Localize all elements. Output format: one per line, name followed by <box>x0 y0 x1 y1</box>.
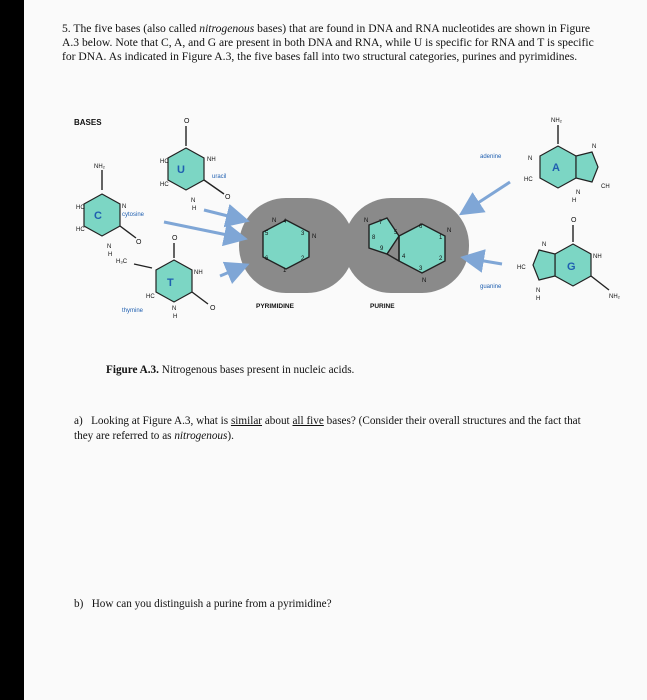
figure-caption <box>106 364 354 376</box>
svg-text:CH: CH <box>601 184 610 190</box>
uracil-letter: U <box>177 164 185 176</box>
arrow-thymine <box>220 266 244 276</box>
svg-text:HC: HC <box>146 294 155 300</box>
svg-text:HC: HC <box>524 177 533 183</box>
svg-text:NH: NH <box>593 254 602 260</box>
svg-text:H₃C: H₃C <box>116 259 128 265</box>
svg-text:HC: HC <box>76 227 85 233</box>
pyr-num-1: 1 <box>283 268 287 274</box>
svg-text:N: N <box>592 144 597 150</box>
thymine-molecule <box>116 235 216 320</box>
pur-num-6: 6 <box>419 224 423 230</box>
question-text-part2: bases) that are found in DNA and RNA nucleotides are shown in Figure A.3 below. Note that C, A, and G are present in both DNA and RNA, while U is specific for RNA and T is specific for DNA. As indicated in Figure A.3, the five bases fall into two structural categories, purines and pyrimidines. <box>62 22 594 64</box>
adenine-molecule <box>480 118 610 204</box>
svg-text:HC: HC <box>160 182 169 188</box>
guanine-molecule <box>480 217 621 302</box>
svg-text:N: N <box>172 306 177 312</box>
svg-text:O: O <box>184 118 190 125</box>
question-number: 5. <box>62 22 71 35</box>
pyrimidine-label: PYRIMIDINE <box>256 303 294 310</box>
nitrogenous-bases-diagram <box>24 98 647 338</box>
svg-text:NH: NH <box>207 157 216 163</box>
purine-label: PURINE <box>370 303 395 310</box>
svg-text:NH: NH <box>194 270 203 276</box>
question-text-part1: The five bases (also called <box>73 22 200 35</box>
part-b-question <box>74 598 594 610</box>
pur-atom-n7: N <box>364 218 369 224</box>
figure-a3 <box>24 98 647 338</box>
guanine-name: guanine <box>480 284 502 290</box>
pyr-num-4: 4 <box>283 219 287 225</box>
pur-num-5: 5 <box>394 230 398 236</box>
adenine-letter: A <box>552 162 560 174</box>
svg-text:H: H <box>108 252 113 258</box>
uracil-name: uracil <box>212 174 227 180</box>
pur-num-1: 1 <box>439 235 443 241</box>
svg-text:N: N <box>191 198 196 204</box>
part-a-underline-all-five: all five <box>292 415 324 427</box>
cytosine-name: cytosine <box>122 212 145 218</box>
svg-text:N: N <box>576 190 581 196</box>
arrow-guanine <box>466 258 502 264</box>
pur-num-3: 3 <box>419 266 423 272</box>
arrow-uracil <box>204 210 244 220</box>
svg-text:O: O <box>225 194 231 201</box>
pur-num-2: 2 <box>439 256 443 262</box>
guanine-letter: G <box>567 261 576 273</box>
pyr-num-6: 6 <box>265 256 269 262</box>
part-b-text: How can you distinguish a purine from a pyrimidine? <box>91 598 332 610</box>
svg-text:H: H <box>173 314 178 320</box>
arrow-adenine <box>464 182 510 212</box>
pyr-atom-n3: N <box>312 234 317 240</box>
svg-text:O: O <box>210 305 216 312</box>
part-a-question <box>74 414 594 444</box>
svg-text:N: N <box>528 156 533 162</box>
svg-text:N: N <box>107 244 112 250</box>
svg-text:H: H <box>572 198 577 204</box>
thymine-letter: T <box>167 277 174 289</box>
thymine-name: thymine <box>122 308 144 314</box>
svg-text:HC: HC <box>160 159 169 165</box>
svg-text:H: H <box>536 296 541 302</box>
part-a-label: a) <box>74 415 83 427</box>
svg-text:O: O <box>136 239 142 246</box>
pyr-num-2: 2 <box>301 256 305 262</box>
pur-num-4: 4 <box>402 254 406 260</box>
svg-text:HC: HC <box>76 205 85 211</box>
svg-text:H: H <box>192 206 197 212</box>
bases-heading: BASES <box>74 118 102 127</box>
pyr-atom-n: N <box>272 218 277 224</box>
question-intro <box>62 22 602 65</box>
part-a-underline-similar: similar <box>230 415 263 427</box>
cytosine-molecule <box>76 164 145 258</box>
svg-text:N: N <box>122 204 127 210</box>
part-a-italic-nitrogenous: nitrogenous <box>174 430 228 442</box>
svg-text:NH₂: NH₂ <box>94 164 105 170</box>
question-italic-nitrogenous: nitrogenous <box>199 22 255 35</box>
svg-text:NH₂: NH₂ <box>609 294 620 300</box>
pyr-num-5: 5 <box>265 231 269 237</box>
svg-text:HC: HC <box>517 265 526 271</box>
part-a-text-1: Looking at Figure A.3, what is <box>91 415 231 427</box>
caption-label: Figure A.3. <box>106 364 159 376</box>
pyr-num-3: 3 <box>301 231 305 237</box>
worksheet-page <box>24 0 647 700</box>
pur-num-7: 7 <box>379 220 383 226</box>
pur-atom-n1: N <box>447 228 452 234</box>
uracil-molecule <box>160 118 231 212</box>
pur-num-8: 8 <box>372 235 376 241</box>
svg-text:NH₂: NH₂ <box>551 118 562 124</box>
pur-atom-n3: N <box>422 278 427 284</box>
caption-text: Nitrogenous bases present in nucleic acids. <box>158 364 355 376</box>
svg-text:O: O <box>571 217 577 224</box>
cytosine-letter: C <box>94 210 102 222</box>
pur-num-9: 9 <box>380 246 384 252</box>
svg-text:O: O <box>172 235 178 242</box>
part-a-text-2: about <box>262 415 293 427</box>
svg-text:N: N <box>536 288 541 294</box>
svg-text:N: N <box>542 242 547 248</box>
part-a-text-3: bases? (Consider their overall structures and the fact that they are referred to as <box>74 415 581 442</box>
part-b-label: b) <box>74 598 84 610</box>
part-a-text-4: ). <box>227 430 234 442</box>
adenine-name: adenine <box>480 154 502 160</box>
